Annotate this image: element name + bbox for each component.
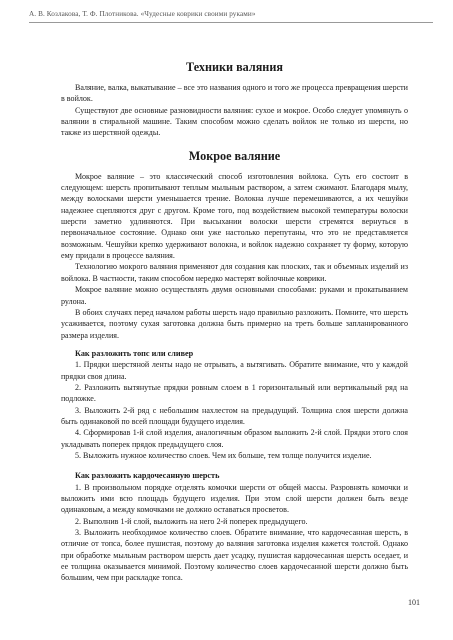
paragraph: Валяние, валка, выкатывание – все это названия одного и того же процесса превращения шерсти в войлок. xyxy=(61,83,408,104)
list-item: 3. Выложить необходимое количество слоев. Обратите внимание, что кардочесанная шерсть, в отличие от топса, более пушистая, поэтому до валяния заготовка изделия кажется толстой. Однако при обработке мыльным раствором шерсть дает усадку, пушистая кардочесанная шерсть оседает, и ее толщина оказывается минимой. Поэтому количество слоев кардочесанной шерсти должно быть большим, чем при раскладке топса. xyxy=(61,528,408,583)
running-head: А. В. Козлакова, Т. Ф. Плотникова. «Чудесные коврики своими руками» xyxy=(29,10,256,18)
page-number: 101 xyxy=(408,598,420,607)
list-item: 1. Прядки шерстяной ленты надо не отрывать, а вытягивать. Обратите внимание, что у каждой прядки своя длина. xyxy=(61,360,408,381)
list-item: 2. Разложить вытянутые прядки ровным слоем в 1 горизонтальный или вертикальный ряд на подложке. xyxy=(61,382,408,404)
paragraph: В обоих случаях перед началом работы шерсть надо правильно разложить. Помните, что шерсть усаживается, поэтому сухая заготовка должна быть примерно на треть больше запланированного размера изделия. xyxy=(61,307,408,340)
paragraph: Мокрое валяние – это классический способ изготовления войлока. Суть его состоит в следующем: шерсть пропитывают теплым мыльным раствором, а затем сжимают. Благодаря мылу, между волосками шерсти уменьшается трение. Волокна лучше перемешиваются, а их чешуйки надежнее сцепляются друг с другом. Кроме того, под воздействием высокой температуры волоски шерсти заметно удлиняются. При высыхании волоски шерсти стремятся вернуться в первоначальное состояние. Однако они уже настолько перепутаны, что это не представляется возможным. Чешуйки крепко удерживают волокна, и войлок надежно сохраняет ту форму, которую ему придали в процессе валяния. xyxy=(61,171,408,261)
section-title-felting-techniques: Техники валяния xyxy=(186,60,283,74)
list-item: 2. Выполнив 1-й слой, выложить на него 2-й поперек предыдущего. xyxy=(75,516,308,526)
paragraph: Мокрое валяние можно осуществлять двумя основными способами: руками и прокатыванием рулона. xyxy=(61,285,408,306)
section-title-wet-felting: Мокрое валяние xyxy=(188,148,281,163)
paragraph: Существуют две основные разновидности валяния: сухое и мокрое. Особо следует упомянуть о валянии в стиральной машине. Таким способом можно сделать войлок не только из шерсти, но также из шерстяной одежды. xyxy=(61,105,408,138)
list-item: 4. Сформировав 1-й слой изделия, аналогичным образом выложить 2-й слой. Прядки этого слоя укладывать поперек прядок предыдущего слоя. xyxy=(61,428,408,449)
paragraph: Технологию мокрого валяния применяют для создания как плоских, так и объемных изделий из войлока. В частности, таким способом нередко мастерят войлочные коврики. xyxy=(61,262,408,283)
subsection-title-tops: Как разложить топс или сливер xyxy=(75,348,194,358)
list-item: 3. Выложить 2-й ряд с небольшим нахлестом на предыдущий. Толщина слоя шерсти должна быть одинаковой по всей площади будущего изделия. xyxy=(61,405,408,426)
subsection-title-carded-wool: Как разложить кардочесанную шерсть xyxy=(75,471,220,481)
list-item: 1. В произвольном порядке отделять комочки шерсти от общей массы. Разровнять комочки и выложить ими всю площадь будущего изделия. При этом слой шерсти должен быть везде одинаковым, а между комочками не должно оставаться просветов. xyxy=(61,482,408,515)
list-item: 5. Выложить нужное количество слоев. Чем их больше, тем толще получится изделие. xyxy=(75,450,372,460)
page-content xyxy=(61,60,408,584)
running-head-rule xyxy=(29,22,433,23)
